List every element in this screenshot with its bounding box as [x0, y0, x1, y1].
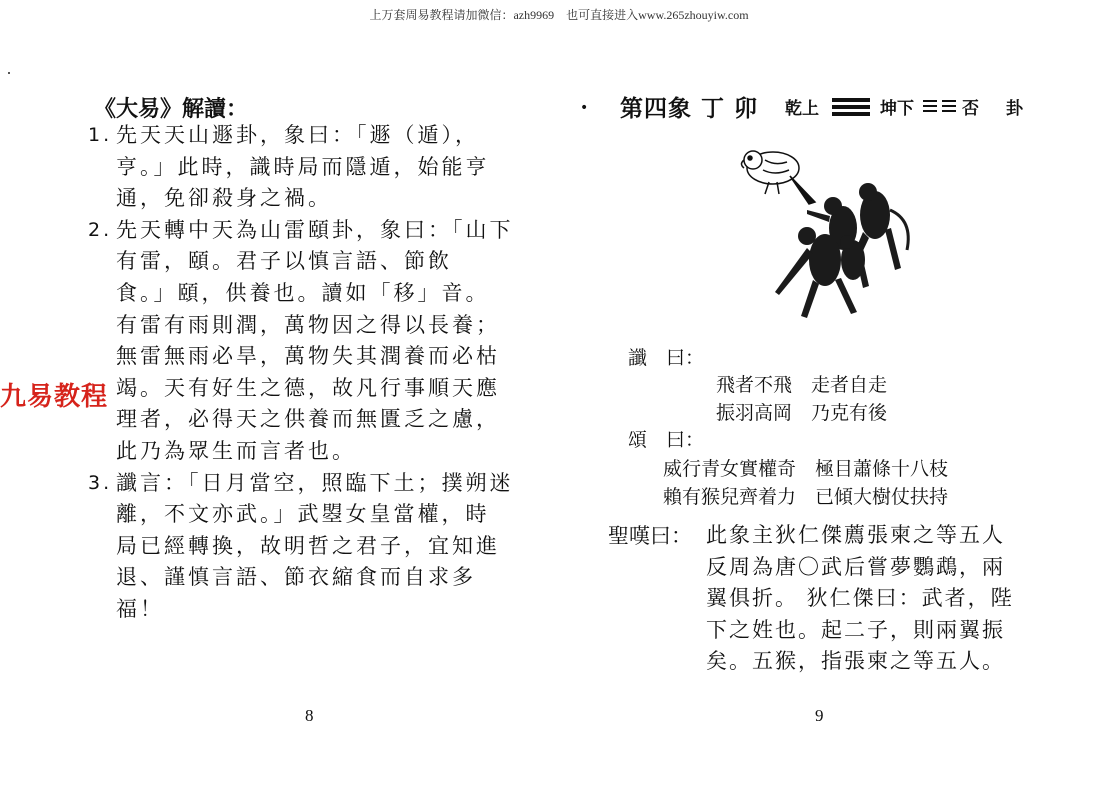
commentary-text [706, 520, 1036, 678]
item-number: 1. [88, 124, 113, 146]
kun-trigram-icon [923, 100, 937, 115]
bullet-dot: • [580, 100, 589, 116]
chapter-title: 第四象 丁 卯 [620, 96, 759, 122]
text-line: 通，免卻殺身之禍。 [116, 186, 332, 211]
commentary-line: 翼俱折。 狄仁傑曰：武者，陛 [706, 586, 1014, 611]
commentary-line: 反周為唐〇武后嘗夢鸚鵡，兩 [706, 554, 1005, 579]
upper-trigram-label: 乾上 [785, 99, 819, 119]
interpretation-item [88, 468, 518, 626]
ode-label: 頌 曰： [628, 429, 705, 451]
gua-label: 卦 [1006, 99, 1023, 119]
text-line: 有雷有雨則潤，萬物因之得以長養； [116, 312, 500, 337]
page-number-left: 8 [305, 706, 314, 725]
text-line: 讖言：「日月當空，照臨下土；撲朔迷 [116, 470, 514, 495]
chapter-heading [580, 90, 1030, 124]
hexagram-name: 否 [962, 99, 979, 119]
text-line: 此乃為眾生而言者也。 [116, 438, 356, 463]
qian-trigram-icon [832, 98, 870, 119]
text-line: 理者，必得天之供養而無匱乏之慮， [116, 407, 500, 432]
scan-speck [8, 72, 10, 74]
text-line: 食。」頤，供養也。讀如「移」音。 [116, 280, 490, 305]
monkeys-icon [775, 183, 908, 318]
interpretation-list [88, 120, 518, 626]
text-line: 退、謹慎言語、節衣縮食而自求多 [116, 565, 476, 590]
commentary-label: 聖嘆曰： [608, 524, 692, 548]
interpretation-item [88, 215, 518, 468]
text-line: 離，不文亦武。」武曌女皇當權，時 [116, 502, 490, 527]
interpretation-item [88, 120, 518, 215]
text-line: 先天轉中天為山雷頤卦，象曰：「山下 [116, 217, 514, 242]
lower-trigram-label: 坤下 [880, 99, 914, 119]
text-line: 先天天山遯卦，象曰：「遯（遁）， [116, 123, 479, 147]
text-line: 亨。」此時，識時局而隱遁，始能亨 [116, 154, 490, 179]
prophecy-label: 讖 曰： [628, 347, 705, 369]
ode-line: 威行青女實權奇 極目蕭條十八枝 [663, 458, 949, 480]
text-line: 有雷，頤。君子以慎言語、節飲 [116, 249, 452, 274]
page-number-right: 9 [815, 706, 824, 725]
item-number: 2. [88, 218, 113, 241]
commentary-line: 下之姓也。起二子，則兩翼振 [706, 617, 1005, 642]
ode-line: 賴有猴兒齊着力 已傾大樹仗扶持 [663, 486, 949, 508]
parrot-monkeys-illustration [735, 140, 920, 320]
kun-trigram-icon-2 [942, 100, 956, 115]
left-page-title: 《大易》解讀： [94, 97, 249, 122]
text-line: 福！ [116, 596, 164, 621]
item-number: 3. [88, 471, 113, 494]
parrot-icon [742, 151, 816, 204]
text-line: 局已經轉換，故明哲之君子，宜知進 [116, 533, 500, 558]
text-line: 竭。天有好生之德，故凡行事順天應 [116, 375, 500, 400]
prophecy-line: 飛者不飛 走者自走 [716, 374, 888, 396]
prophecy-line: 振羽高岡 乃克有後 [716, 402, 888, 424]
commentary-line: 矣。五猴，指張柬之等五人。 [706, 649, 1005, 674]
header-banner: 上万套周易教程请加微信：azh9969 也可直接进入www.265zhouyiw.com [369, 8, 749, 22]
text-line: 無雷無雨必旱，萬物失其潤養而必枯 [116, 344, 500, 369]
watermark-logo: 九易教程 [0, 382, 109, 412]
commentary-line: 此象主狄仁傑薦張柬之等五人 [706, 523, 1005, 547]
